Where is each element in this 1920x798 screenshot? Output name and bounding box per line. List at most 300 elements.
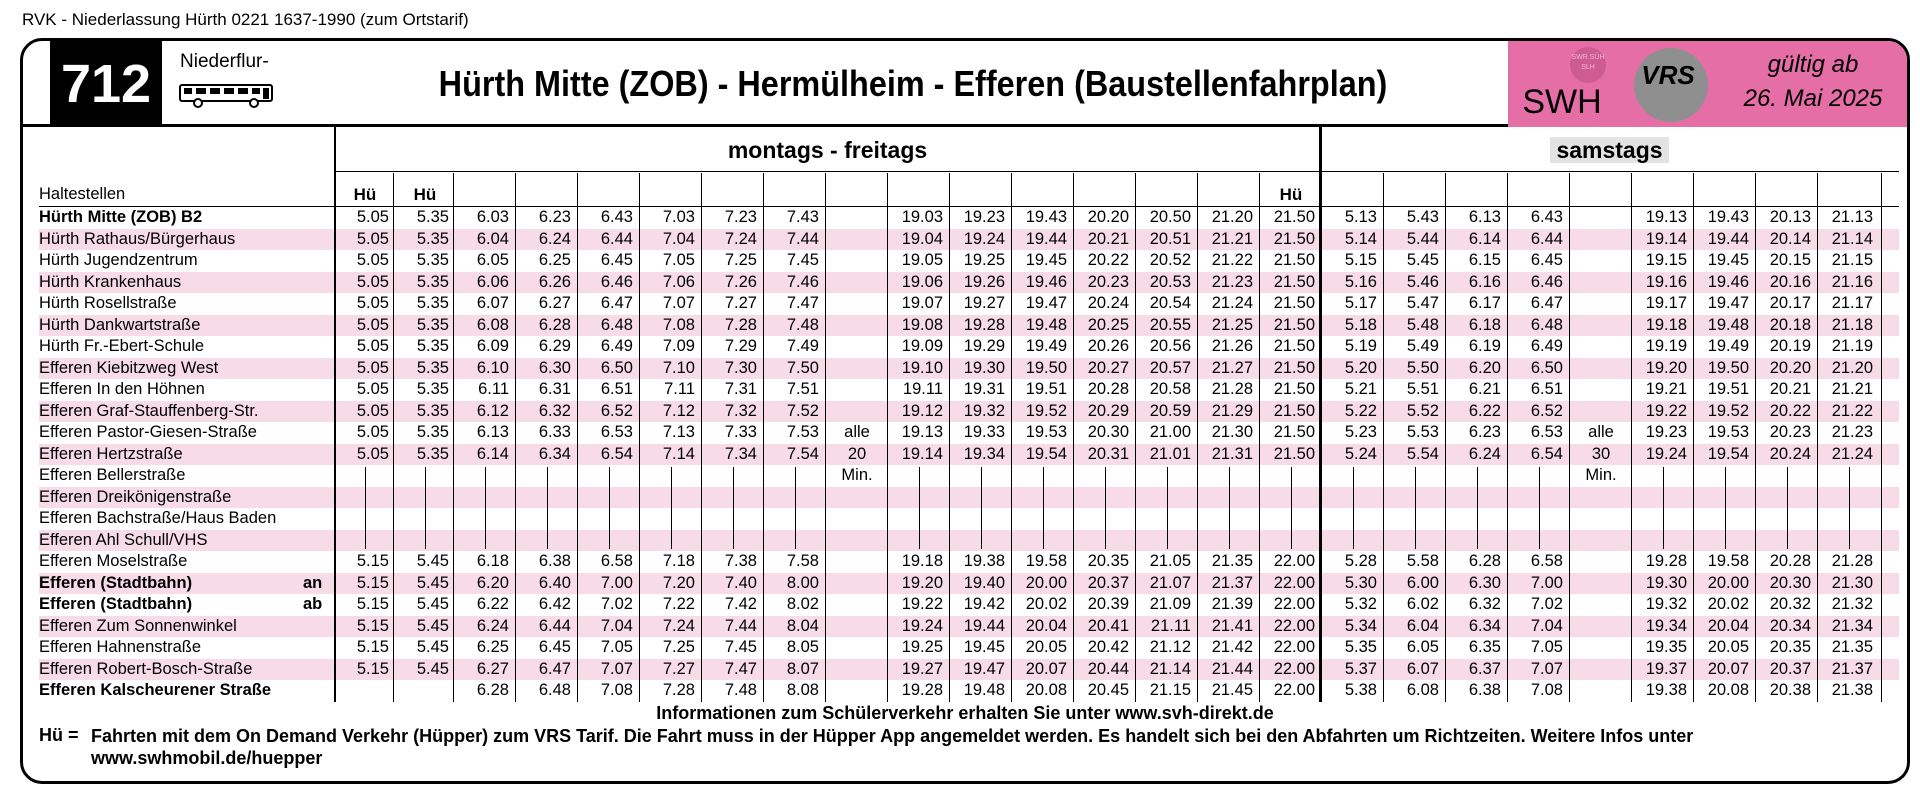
low-floor-bus-icon bbox=[178, 81, 274, 109]
departure-time: 19.04 bbox=[901, 229, 943, 248]
stop-name: Hürth Fr.-Ebert-Schule bbox=[39, 337, 205, 355]
departure-time: 20.34 bbox=[1769, 616, 1811, 635]
departure-time: 19.14 bbox=[1645, 229, 1687, 248]
departure-time: 20.55 bbox=[1149, 315, 1191, 334]
departure-time: 7.58 bbox=[786, 552, 819, 570]
departure-time: 7.13 bbox=[662, 423, 695, 441]
departure-time: 5.45 bbox=[1406, 251, 1439, 269]
departure-time: 6.27 bbox=[476, 659, 509, 678]
departure-time: 6.52 bbox=[1530, 401, 1563, 420]
departure-time: 6.13 bbox=[476, 423, 509, 441]
departure-time: 6.49 bbox=[600, 337, 633, 355]
departure-time: 20.07 bbox=[1707, 659, 1749, 678]
departure-time: 20.20 bbox=[1087, 208, 1129, 226]
departure-time: 22.00 bbox=[1273, 616, 1315, 635]
departure-time: 5.45 bbox=[416, 595, 449, 613]
departure-time: 21.30 bbox=[1831, 573, 1873, 592]
stop-arrival-departure-tag: an bbox=[303, 573, 323, 592]
departure-time: 5.35 bbox=[416, 337, 449, 355]
departure-time: 20.42 bbox=[1087, 638, 1129, 656]
departure-time: 19.46 bbox=[1025, 272, 1067, 291]
departure-time: 6.18 bbox=[1468, 315, 1501, 334]
departure-time: 6.04 bbox=[1406, 616, 1439, 635]
departure-time: 19.24 bbox=[1645, 444, 1687, 463]
departure-time: 19.16 bbox=[1645, 272, 1687, 291]
table-right-border bbox=[1881, 173, 1882, 702]
departure-time: 21.23 bbox=[1211, 272, 1253, 291]
column-separator bbox=[1507, 173, 1508, 702]
weekday-interval-note: alle bbox=[844, 423, 870, 441]
departure-time: 19.53 bbox=[1707, 423, 1749, 441]
departure-time: 21.26 bbox=[1211, 337, 1253, 355]
departure-time: 19.18 bbox=[1645, 315, 1687, 334]
departure-time: 7.54 bbox=[786, 444, 819, 463]
departure-time: 6.44 bbox=[600, 229, 633, 248]
departure-time: 6.52 bbox=[600, 401, 633, 420]
stop-name: Efferen Pastor-Giesen-Straße bbox=[39, 423, 257, 441]
departure-time: 6.40 bbox=[538, 573, 571, 592]
departure-time: 5.05 bbox=[356, 444, 389, 463]
departure-time: 6.20 bbox=[1468, 358, 1501, 377]
departure-time: 5.45 bbox=[416, 573, 449, 592]
departure-time: 21.21 bbox=[1831, 380, 1873, 398]
departure-time: 22.00 bbox=[1273, 659, 1315, 678]
no-stop-line bbox=[733, 467, 734, 549]
departure-time: 22.00 bbox=[1273, 638, 1315, 656]
departure-time: 20.27 bbox=[1087, 358, 1129, 377]
departure-time: 20.24 bbox=[1087, 294, 1129, 312]
stop-name: Efferen Bellerstraße bbox=[39, 466, 186, 484]
validity-date: 26. Mai 2025 bbox=[1743, 85, 1883, 112]
departure-time: 7.46 bbox=[786, 272, 819, 291]
swh-logo-text: SWH bbox=[1522, 83, 1602, 121]
departure-time: 5.43 bbox=[1406, 208, 1439, 226]
departure-time: 19.51 bbox=[1707, 380, 1749, 398]
departure-time: 21.11 bbox=[1150, 616, 1191, 635]
departure-time: 19.44 bbox=[1025, 229, 1067, 248]
departure-time: 19.43 bbox=[1025, 208, 1067, 226]
column-separator bbox=[1755, 173, 1756, 702]
departure-time: 21.07 bbox=[1149, 573, 1191, 592]
departure-time: 6.54 bbox=[600, 444, 633, 463]
no-stop-line bbox=[1229, 467, 1230, 549]
no-stop-line bbox=[1539, 467, 1540, 549]
departure-time: 21.05 bbox=[1149, 552, 1191, 570]
departure-time: 21.50 bbox=[1273, 423, 1315, 441]
no-stop-line bbox=[609, 467, 610, 549]
departure-time: 21.18 bbox=[1831, 315, 1873, 334]
departure-time: 21.19 bbox=[1831, 337, 1873, 355]
stop-name: Hürth Krankenhaus bbox=[39, 272, 182, 291]
departure-time: 7.20 bbox=[662, 573, 695, 592]
departure-time: 19.58 bbox=[1707, 552, 1749, 570]
departure-time: 19.46 bbox=[1707, 272, 1749, 291]
departure-time: 20.00 bbox=[1025, 573, 1067, 592]
departure-time: 19.28 bbox=[963, 315, 1005, 334]
validity-label: gültig ab bbox=[1767, 51, 1859, 78]
departure-time: 7.44 bbox=[786, 229, 819, 248]
departure-time: 22.00 bbox=[1273, 573, 1315, 592]
departure-time: 5.45 bbox=[416, 616, 449, 635]
departure-time: 19.47 bbox=[1707, 294, 1749, 312]
departure-time: 21.12 bbox=[1149, 638, 1191, 656]
departure-time: 21.50 bbox=[1273, 229, 1315, 248]
departure-time: 6.43 bbox=[1530, 208, 1563, 226]
departure-time: 20.15 bbox=[1769, 251, 1811, 269]
stop-name: Efferen Ahl Schull/VHS bbox=[39, 530, 208, 549]
departure-time: 6.47 bbox=[538, 659, 571, 678]
departure-time: 6.14 bbox=[476, 444, 509, 463]
departure-time: 6.26 bbox=[538, 272, 571, 291]
validity-panel bbox=[1508, 41, 1907, 127]
departure-time: 20.02 bbox=[1707, 595, 1749, 613]
no-stop-line bbox=[1663, 467, 1664, 549]
departure-time: 20.50 bbox=[1149, 208, 1191, 226]
departure-time: 5.48 bbox=[1406, 315, 1439, 334]
departure-time: 21.22 bbox=[1211, 251, 1253, 269]
departure-time: 5.13 bbox=[1344, 208, 1377, 226]
stop-name: Hürth Dankwartstraße bbox=[39, 315, 201, 334]
departure-time: 21.24 bbox=[1211, 294, 1253, 312]
departure-time: 19.53 bbox=[1025, 423, 1067, 441]
column-head-hu: Hü bbox=[1279, 185, 1303, 204]
departure-time: 8.00 bbox=[786, 573, 819, 592]
departure-time: 21.50 bbox=[1273, 444, 1315, 463]
departure-time: 7.50 bbox=[786, 358, 819, 377]
departure-time: 21.35 bbox=[1831, 638, 1873, 656]
departure-time: 19.37 bbox=[1645, 659, 1687, 678]
departure-time: 20.44 bbox=[1087, 659, 1129, 678]
hu-legend-key: Hü = bbox=[39, 725, 79, 745]
timetable-header bbox=[23, 41, 1907, 127]
departure-time: 7.25 bbox=[662, 638, 695, 656]
departure-time: 7.34 bbox=[724, 444, 757, 463]
departure-time: 21.32 bbox=[1831, 595, 1873, 613]
departure-time: 5.23 bbox=[1344, 423, 1377, 441]
departure-time: 21.20 bbox=[1831, 358, 1873, 377]
departure-time: 20.30 bbox=[1087, 423, 1129, 441]
departure-time: 5.35 bbox=[416, 401, 449, 420]
departure-time: 7.08 bbox=[662, 315, 695, 334]
departure-time: 21.23 bbox=[1831, 423, 1873, 441]
departure-time: 7.07 bbox=[1530, 659, 1563, 678]
departure-time: 21.39 bbox=[1211, 595, 1253, 613]
departure-time: 6.58 bbox=[1530, 552, 1563, 570]
departure-time: 7.04 bbox=[1530, 616, 1563, 635]
departure-time: 6.32 bbox=[1468, 595, 1501, 613]
no-stop-line bbox=[981, 467, 982, 549]
column-separator bbox=[1135, 173, 1136, 702]
weekday-interval-note: Min. bbox=[841, 466, 873, 484]
departure-time: 21.14 bbox=[1149, 659, 1191, 678]
departure-time: 5.35 bbox=[416, 423, 449, 441]
departure-time: 19.35 bbox=[1645, 638, 1687, 656]
stop-name: Hürth Jugendzentrum bbox=[39, 251, 198, 269]
stop-name: Efferen (Stadtbahn) bbox=[39, 573, 193, 592]
departure-time: 22.00 bbox=[1273, 595, 1315, 613]
departure-time: 19.40 bbox=[963, 573, 1005, 592]
departure-time: 6.11 bbox=[478, 380, 509, 398]
departure-time: 20.28 bbox=[1769, 552, 1811, 570]
departure-time: 6.24 bbox=[538, 229, 571, 248]
stop-name: Efferen Kiebitzweg West bbox=[39, 358, 219, 377]
departure-time: 5.35 bbox=[416, 272, 449, 291]
departure-time: 19.24 bbox=[901, 616, 943, 635]
departure-time: 6.35 bbox=[1468, 638, 1501, 656]
departure-time: 5.30 bbox=[1344, 573, 1377, 592]
departure-time: 6.50 bbox=[1530, 358, 1563, 377]
departure-time: 7.28 bbox=[724, 315, 757, 334]
departure-time: 5.52 bbox=[1406, 401, 1439, 420]
departure-time: 6.28 bbox=[476, 681, 509, 699]
departure-time: 19.28 bbox=[901, 681, 943, 699]
departure-time: 19.49 bbox=[1025, 337, 1067, 355]
departure-time: 7.18 bbox=[662, 552, 695, 570]
column-separator bbox=[887, 173, 888, 702]
departure-time: 21.50 bbox=[1273, 315, 1315, 334]
departure-time: 7.43 bbox=[786, 208, 819, 226]
stop-name: Hürth Rosellstraße bbox=[39, 294, 177, 312]
departure-time: 20.02 bbox=[1025, 595, 1067, 613]
departure-time: 19.13 bbox=[1645, 208, 1687, 226]
no-stop-line bbox=[365, 467, 366, 549]
departure-time: 6.17 bbox=[1468, 294, 1501, 312]
departure-time: 6.34 bbox=[538, 444, 571, 463]
departure-time: 19.29 bbox=[963, 337, 1005, 355]
column-separator bbox=[1693, 173, 1694, 702]
departure-time: 20.29 bbox=[1087, 401, 1129, 420]
weekday-interval-note: 20 bbox=[847, 444, 867, 463]
departure-time: 19.21 bbox=[1645, 380, 1687, 398]
departure-time: 7.26 bbox=[724, 272, 757, 291]
departure-time: 19.15 bbox=[1645, 251, 1687, 269]
departure-time: 19.44 bbox=[1707, 229, 1749, 248]
departure-time: 20.41 bbox=[1087, 616, 1129, 635]
column-separator bbox=[1011, 173, 1012, 702]
departure-time: 6.19 bbox=[1468, 337, 1501, 355]
departure-time: 7.47 bbox=[786, 294, 819, 312]
departure-time: 5.35 bbox=[416, 251, 449, 269]
departure-time: 5.15 bbox=[1344, 251, 1377, 269]
departure-time: 19.52 bbox=[1025, 401, 1067, 420]
departure-time: 20.31 bbox=[1087, 444, 1129, 463]
departure-time: 20.18 bbox=[1769, 315, 1811, 334]
vrs-logo-text: VRS bbox=[1641, 60, 1695, 90]
column-separator bbox=[639, 173, 640, 702]
departure-time: 19.23 bbox=[1645, 423, 1687, 441]
departure-time: 5.05 bbox=[356, 358, 389, 377]
departure-time: 7.25 bbox=[724, 251, 757, 269]
column-separator bbox=[515, 173, 516, 702]
departure-time: 19.22 bbox=[901, 595, 943, 613]
departure-time: 7.47 bbox=[724, 659, 757, 678]
departure-time: 19.27 bbox=[901, 659, 943, 678]
column-separator bbox=[577, 173, 578, 702]
route-title: Hürth Mitte (ZOB) - Hermülheim - Efferen (Baustellenfahrplan) bbox=[438, 63, 1388, 104]
departure-time: 6.18 bbox=[476, 552, 509, 570]
departure-time: 21.09 bbox=[1149, 595, 1191, 613]
departure-time: 19.48 bbox=[1025, 315, 1067, 334]
saturday-divider bbox=[1319, 127, 1322, 702]
departure-time: 19.06 bbox=[901, 272, 943, 291]
departure-time: 6.38 bbox=[1468, 681, 1501, 699]
departure-time: 19.24 bbox=[963, 229, 1005, 248]
departure-time: 7.05 bbox=[1530, 638, 1563, 656]
column-separator bbox=[393, 173, 394, 702]
no-stop-line bbox=[671, 467, 672, 549]
departure-time: 20.38 bbox=[1769, 681, 1811, 699]
departure-time: 6.49 bbox=[1530, 337, 1563, 355]
departure-time: 5.21 bbox=[1344, 380, 1377, 398]
departure-time: 6.50 bbox=[600, 358, 633, 377]
departure-time: 21.41 bbox=[1211, 616, 1253, 635]
departure-time: 20.58 bbox=[1149, 380, 1191, 398]
departure-time: 7.49 bbox=[786, 337, 819, 355]
departure-time: 21.00 bbox=[1149, 423, 1191, 441]
departure-time: 5.35 bbox=[416, 208, 449, 226]
column-separator bbox=[453, 173, 454, 702]
departure-time: 19.12 bbox=[901, 401, 943, 420]
departure-time: 21.50 bbox=[1273, 358, 1315, 377]
departure-time: 19.08 bbox=[901, 315, 943, 334]
departure-time: 6.23 bbox=[1468, 423, 1501, 441]
departure-time: 19.32 bbox=[1645, 595, 1687, 613]
departure-time: 19.11 bbox=[902, 380, 943, 398]
departure-time: 21.14 bbox=[1831, 229, 1873, 248]
departure-time: 19.58 bbox=[1025, 552, 1067, 570]
departure-time: 21.22 bbox=[1831, 401, 1873, 420]
departure-time: 21.37 bbox=[1831, 659, 1873, 678]
saturday-interval-note: alle bbox=[1588, 423, 1614, 441]
departure-time: 5.05 bbox=[356, 423, 389, 441]
departure-time: 19.18 bbox=[901, 552, 943, 570]
departure-time: 6.46 bbox=[1530, 272, 1563, 291]
departure-time: 7.27 bbox=[724, 294, 757, 312]
column-separator bbox=[825, 173, 826, 702]
departure-time: 6.29 bbox=[538, 337, 571, 355]
departure-time: 20.00 bbox=[1707, 573, 1749, 592]
departure-time: 20.22 bbox=[1087, 251, 1129, 269]
departure-time: 7.09 bbox=[662, 337, 695, 355]
departure-time: 6.08 bbox=[1406, 681, 1439, 699]
departure-time: 19.38 bbox=[1645, 681, 1687, 699]
timetable-frame bbox=[20, 38, 1910, 784]
departure-time: 20.21 bbox=[1769, 380, 1811, 398]
departure-time: 21.01 bbox=[1149, 444, 1191, 463]
departure-time: 5.05 bbox=[356, 251, 389, 269]
departure-time: 5.35 bbox=[416, 315, 449, 334]
departure-time: 19.47 bbox=[1025, 294, 1067, 312]
departure-time: 5.05 bbox=[356, 229, 389, 248]
departure-time: 19.54 bbox=[1025, 444, 1067, 463]
no-stop-line bbox=[1477, 467, 1478, 549]
departure-time: 21.24 bbox=[1831, 444, 1873, 463]
departure-time: 5.46 bbox=[1406, 272, 1439, 291]
departure-time: 6.24 bbox=[1468, 444, 1501, 463]
departure-time: 19.17 bbox=[1645, 294, 1687, 312]
departure-time: 5.49 bbox=[1406, 337, 1439, 355]
departure-time: 19.25 bbox=[963, 251, 1005, 269]
departure-time: 19.22 bbox=[1645, 401, 1687, 420]
departure-time: 6.25 bbox=[538, 251, 571, 269]
departure-time: 7.08 bbox=[600, 681, 633, 699]
departure-time: 5.22 bbox=[1344, 401, 1377, 420]
departure-time: 6.05 bbox=[476, 251, 509, 269]
departure-time: 19.50 bbox=[1707, 358, 1749, 377]
departure-time: 21.42 bbox=[1211, 638, 1253, 656]
section-saturday-text: samstags bbox=[1550, 137, 1668, 163]
departure-time: 6.04 bbox=[476, 229, 509, 248]
departure-time: 7.05 bbox=[662, 251, 695, 269]
departure-time: 19.28 bbox=[1645, 552, 1687, 570]
departure-time: 6.24 bbox=[476, 616, 509, 635]
departure-time: 19.32 bbox=[963, 401, 1005, 420]
departure-time: 8.05 bbox=[786, 638, 819, 656]
departure-time: 21.20 bbox=[1211, 208, 1253, 226]
departure-time: 6.45 bbox=[600, 251, 633, 269]
departure-time: 7.32 bbox=[724, 401, 757, 420]
departure-time: 7.53 bbox=[786, 423, 819, 441]
section-saturday-label bbox=[1320, 137, 1899, 164]
departure-time: 5.35 bbox=[416, 229, 449, 248]
departure-time: 5.44 bbox=[1406, 229, 1439, 248]
departure-time: 5.45 bbox=[416, 659, 449, 678]
departure-time: 7.03 bbox=[662, 208, 695, 226]
stop-name: Efferen Graf-Stauffenberg-Str. bbox=[39, 401, 259, 420]
departure-time: 6.53 bbox=[600, 423, 633, 441]
departure-time: 20.04 bbox=[1707, 616, 1749, 635]
departure-time: 6.47 bbox=[1530, 294, 1563, 312]
column-separator bbox=[1073, 173, 1074, 702]
departure-time: 6.09 bbox=[476, 337, 509, 355]
departure-time: 20.22 bbox=[1769, 401, 1811, 420]
column-separator bbox=[949, 173, 950, 702]
no-stop-line bbox=[1291, 467, 1292, 549]
departure-time: 5.28 bbox=[1344, 552, 1377, 570]
column-separator bbox=[1383, 173, 1384, 702]
column-separator bbox=[1569, 173, 1570, 702]
no-stop-line bbox=[1849, 467, 1850, 549]
departure-time: 5.35 bbox=[416, 358, 449, 377]
departure-time: 7.42 bbox=[724, 595, 757, 613]
departure-time: 20.57 bbox=[1149, 358, 1191, 377]
departure-time: 8.04 bbox=[786, 616, 819, 635]
no-stop-line bbox=[1415, 467, 1416, 549]
departure-time: 7.23 bbox=[724, 208, 757, 226]
departure-time: 5.17 bbox=[1344, 294, 1377, 312]
departure-time: 20.04 bbox=[1025, 616, 1067, 635]
no-stop-line bbox=[485, 467, 486, 549]
departure-time: 5.53 bbox=[1406, 423, 1439, 441]
departure-time: 21.28 bbox=[1211, 380, 1253, 398]
departure-time: 21.15 bbox=[1149, 681, 1191, 699]
departure-time: 21.31 bbox=[1211, 444, 1253, 463]
departure-time: 6.51 bbox=[600, 380, 633, 398]
timetable-footer bbox=[23, 699, 1907, 784]
column-separator bbox=[1259, 173, 1260, 702]
departure-time: 7.11 bbox=[664, 380, 695, 398]
stop-name: Hürth Mitte (ZOB) B2 bbox=[39, 208, 203, 226]
column-separator bbox=[763, 173, 764, 702]
departure-time: 7.29 bbox=[724, 337, 757, 355]
stop-name: Efferen In den Höhnen bbox=[39, 380, 205, 398]
departure-time: 6.07 bbox=[476, 294, 509, 312]
departure-time: 19.42 bbox=[963, 595, 1005, 613]
departure-time: 5.05 bbox=[356, 380, 389, 398]
departure-time: 19.38 bbox=[963, 552, 1005, 570]
departure-time: 5.05 bbox=[356, 272, 389, 291]
departure-time: 22.00 bbox=[1273, 552, 1315, 570]
